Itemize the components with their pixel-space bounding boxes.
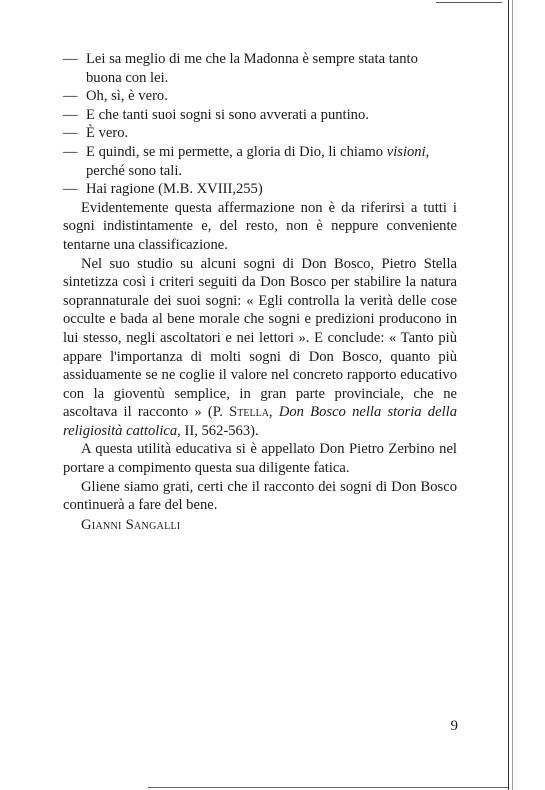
dialogue-emphasis: visioni bbox=[386, 143, 426, 160]
dialogue-dash: — bbox=[63, 51, 78, 67]
page-body bbox=[63, 50, 457, 534]
paragraph-text: , bbox=[268, 404, 279, 421]
paragraph: A questa utilità educativa si è appellato Don Pietro Zerbino nel portare a compimento questa sua diligente fatica. bbox=[63, 441, 457, 477]
dialogue-line bbox=[63, 180, 457, 199]
page-edge-bottom bbox=[148, 787, 508, 788]
dialogue-line bbox=[63, 143, 457, 180]
page-edge-right-shadow bbox=[512, 0, 513, 790]
dialogue-text: Lei sa meglio di me che la Madonna è sempre stata tanto buona con lei. bbox=[86, 51, 418, 86]
paragraph: Gliene siamo grati, certi che il racconto dei sogni di Don Bosco continuerà a fare del bene. bbox=[63, 478, 457, 514]
dialogue-text: È vero. bbox=[86, 125, 129, 142]
paragraph: Evidentemente questa affermazione non è da riferirsi a tutti i sogni indistintamente e, del resto, non è neppure conveniente tentarne una classificazione. bbox=[63, 199, 457, 253]
dialogue-text: Hai ragione (M.B. XVIII,255) bbox=[86, 181, 263, 198]
dialogue-dash: — bbox=[63, 181, 78, 198]
dialogue-text: Oh, sì, è vero. bbox=[86, 88, 168, 105]
page-number: 9 bbox=[450, 718, 458, 734]
dialogue-dash: — bbox=[63, 106, 78, 123]
dialogue-line bbox=[63, 106, 457, 125]
page-edge-right bbox=[508, 0, 509, 790]
paragraph-text: , II, 562-563). bbox=[177, 422, 259, 439]
dialogue-line bbox=[63, 124, 457, 143]
signature: Gianni Sangalli bbox=[81, 516, 181, 533]
dialogue-text bbox=[86, 143, 457, 180]
dialogue-text-part: E quindi, se mi permette, a gloria di Dio, li chiamo bbox=[86, 143, 387, 160]
citation-title: Don Bosco nella storia della religiosità cattolica bbox=[63, 404, 457, 439]
dialogue-dash: — bbox=[63, 143, 78, 160]
dialogue-line bbox=[63, 50, 457, 87]
dialogue-dash: — bbox=[63, 125, 78, 142]
dialogue-text: E che tanti suoi sogni si sono avverati a puntino. bbox=[86, 106, 369, 123]
paragraph bbox=[63, 255, 457, 441]
citation-author: Stella bbox=[229, 404, 269, 421]
paragraph-text: Nel suo studio su alcuni sogni di Don Bosco, Pietro Stella sintetizza così i criteri seguiti da Don Bosco per stabilire la natura soprannaturale dei suoi sogni: « Egli controlla la verità delle cose occulte e bada al bene morale che sogni e predizioni producono in lui stesso, negli ascoltatori e nei lettori ». E conclude: « Tanto più appare l'importanza di molti sogni di Don Bosco, quanto più assiduamente se ne coglie il valore nel concreto rapporto educativo con la gioventù semplice, in gran parte provinciale, che ne ascoltava il racconto » (P. bbox=[63, 255, 457, 421]
page-edge-top bbox=[436, 2, 502, 3]
dialogue-text-part: , perché sono tali. bbox=[86, 143, 430, 179]
dialogue-dash: — bbox=[63, 88, 78, 105]
dialogue-list bbox=[63, 50, 457, 199]
dialogue-line bbox=[63, 87, 457, 106]
